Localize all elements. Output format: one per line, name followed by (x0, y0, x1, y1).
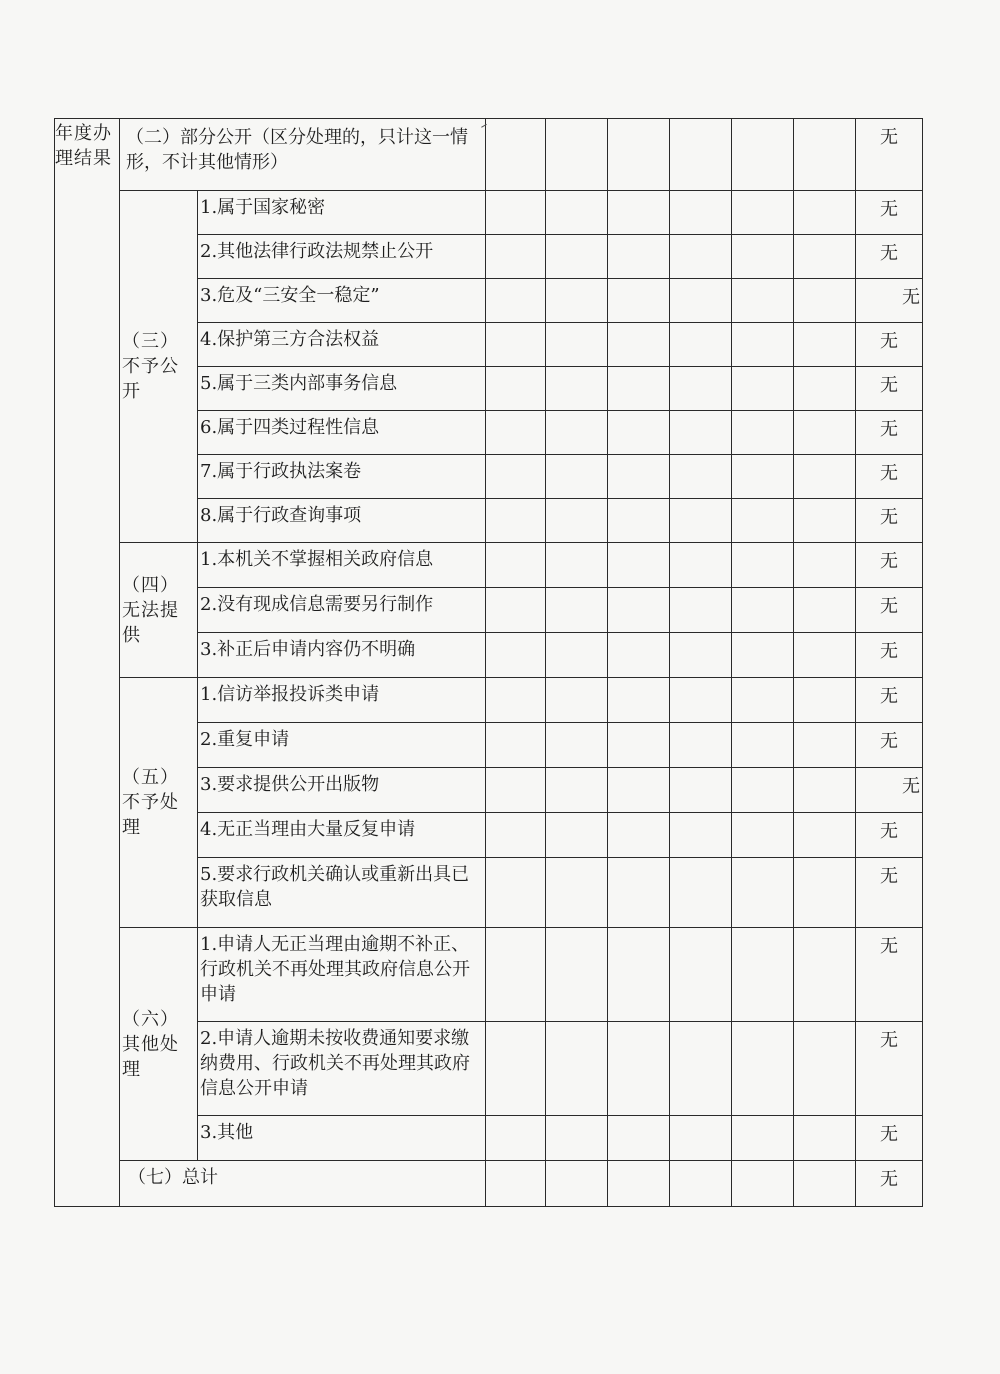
data-cell (608, 588, 670, 633)
data-cell (546, 633, 608, 678)
data-cell (486, 367, 546, 411)
data-cell (794, 499, 856, 543)
item-label: 4.保护第三方合法权益 (198, 323, 486, 367)
item-value: 无 (856, 813, 923, 858)
data-cell (794, 119, 856, 191)
data-cell (670, 588, 732, 633)
data-cell (670, 678, 732, 723)
data-cell (670, 768, 732, 813)
item-label: 2.重复申请 (198, 723, 486, 768)
data-cell (546, 858, 608, 928)
data-cell (486, 279, 546, 323)
item-value: 无 (856, 768, 923, 813)
item-value: 无 (856, 1022, 923, 1116)
data-cell (546, 455, 608, 499)
data-cell (732, 723, 794, 768)
data-cell (794, 323, 856, 367)
data-cell (608, 1161, 670, 1207)
table-row (55, 1161, 923, 1207)
data-cell (608, 499, 670, 543)
table-row (55, 543, 923, 588)
item-value: 无 (856, 858, 923, 928)
table-row (55, 928, 923, 1022)
data-cell (608, 119, 670, 191)
item-value: 无 (856, 191, 923, 235)
data-cell (670, 499, 732, 543)
data-cell (732, 323, 794, 367)
table-row (55, 191, 923, 235)
data-cell (670, 723, 732, 768)
data-cell (794, 588, 856, 633)
data-cell (794, 455, 856, 499)
data-cell (732, 499, 794, 543)
total-label: （七）总计 (120, 1161, 486, 1207)
data-cell (670, 1116, 732, 1161)
data-cell (732, 543, 794, 588)
data-cell (670, 813, 732, 858)
item-label: 3.要求提供公开出版物 (198, 768, 486, 813)
data-cell (486, 588, 546, 633)
data-cell (670, 928, 732, 1022)
data-cell (732, 1161, 794, 1207)
section-label: 年度办理结果 (55, 119, 120, 1207)
group-label-not-disclosed: （三）不予公开 (120, 191, 198, 543)
group-label-other-processing: （六）其他处理 (120, 928, 198, 1161)
item-value: 无 (856, 235, 923, 279)
data-cell (794, 411, 856, 455)
data-cell (670, 191, 732, 235)
data-cell (546, 813, 608, 858)
data-cell (732, 678, 794, 723)
data-cell (794, 367, 856, 411)
data-cell (486, 1022, 546, 1116)
data-cell (486, 411, 546, 455)
item-label: 3.补正后申请内容仍不明确 (198, 633, 486, 678)
data-cell (670, 543, 732, 588)
data-cell (486, 1116, 546, 1161)
data-cell (486, 1161, 546, 1207)
data-cell (732, 119, 794, 191)
data-cell (608, 323, 670, 367)
data-cell (670, 1022, 732, 1116)
data-cell (794, 678, 856, 723)
group-label-unable-to-provide: （四）无法提供 (120, 543, 198, 678)
data-cell (608, 279, 670, 323)
item-label: 1.信访举报投诉类申请 (198, 678, 486, 723)
data-cell (546, 411, 608, 455)
data-cell (732, 235, 794, 279)
data-cell (608, 191, 670, 235)
item-value: 无 (856, 633, 923, 678)
data-cell (608, 813, 670, 858)
data-cell (546, 191, 608, 235)
item-label: 2.申请人逾期未按收费通知要求缴纳费用、行政机关不再处理其政府信息公开申请 (198, 1022, 486, 1116)
data-cell (546, 367, 608, 411)
data-cell (732, 279, 794, 323)
data-cell (670, 858, 732, 928)
data-cell (794, 191, 856, 235)
data-cell (794, 768, 856, 813)
data-cell (486, 768, 546, 813)
data-cell (546, 543, 608, 588)
data-cell (670, 279, 732, 323)
data-cell (732, 1022, 794, 1116)
data-cell (794, 928, 856, 1022)
item-value: 无 (856, 723, 923, 768)
data-cell (608, 723, 670, 768)
item-value: 无 (856, 928, 923, 1022)
data-cell (608, 543, 670, 588)
data-cell (794, 633, 856, 678)
partial-open-value: 无 (856, 119, 923, 191)
data-cell (546, 235, 608, 279)
data-cell (486, 633, 546, 678)
data-cell (486, 928, 546, 1022)
group-label-not-processed: （五）不予处理 (120, 678, 198, 928)
data-cell (670, 455, 732, 499)
item-value: 无 (856, 455, 923, 499)
item-label: 6.属于四类过程性信息 (198, 411, 486, 455)
data-cell (670, 119, 732, 191)
data-cell (608, 411, 670, 455)
data-cell (794, 1116, 856, 1161)
data-cell (794, 543, 856, 588)
table-row (55, 678, 923, 723)
partial-open-label: （二）部分公开（区分处理的，只计这一情形，不计其他情形） (120, 119, 486, 191)
data-cell (732, 367, 794, 411)
data-cell (546, 499, 608, 543)
data-cell (732, 1116, 794, 1161)
item-label: 2.其他法律行政法规禁止公开 (198, 235, 486, 279)
data-cell (546, 588, 608, 633)
data-cell (486, 723, 546, 768)
data-cell (608, 858, 670, 928)
item-label: 4.无正当理由大量反复申请 (198, 813, 486, 858)
item-label: 5.属于三类内部事务信息 (198, 367, 486, 411)
item-value: 无 (856, 411, 923, 455)
item-label: 7.属于行政执法案卷 (198, 455, 486, 499)
data-cell (794, 279, 856, 323)
data-cell (546, 323, 608, 367)
data-cell (546, 279, 608, 323)
data-cell (732, 858, 794, 928)
data-cell (732, 191, 794, 235)
data-cell (794, 813, 856, 858)
data-cell (794, 723, 856, 768)
data-cell (608, 1116, 670, 1161)
data-cell (670, 367, 732, 411)
data-cell (732, 928, 794, 1022)
item-value: 无 (856, 367, 923, 411)
item-label: 8.属于行政查询事项 (198, 499, 486, 543)
total-value: 无 (856, 1161, 923, 1207)
data-cell (546, 1022, 608, 1116)
item-label: 2.没有现成信息需要另行制作 (198, 588, 486, 633)
data-cell (794, 235, 856, 279)
item-value: 无 (856, 678, 923, 723)
data-cell (732, 588, 794, 633)
data-cell (794, 1022, 856, 1116)
table-row (55, 119, 923, 191)
annual-results-table (54, 118, 923, 1207)
data-cell (670, 411, 732, 455)
data-cell (794, 1161, 856, 1207)
data-cell (546, 119, 608, 191)
data-cell (546, 928, 608, 1022)
data-cell (670, 235, 732, 279)
data-cell (794, 858, 856, 928)
item-value: 无 (856, 543, 923, 588)
data-cell (670, 1161, 732, 1207)
data-cell (732, 455, 794, 499)
item-value: 无 (856, 588, 923, 633)
data-cell (546, 678, 608, 723)
item-value: 无 (856, 323, 923, 367)
data-cell (608, 928, 670, 1022)
data-cell (486, 191, 546, 235)
item-label: 1.属于国家秘密 (198, 191, 486, 235)
data-cell (486, 858, 546, 928)
item-value: 无 (856, 1116, 923, 1161)
data-cell (546, 723, 608, 768)
data-cell (608, 1022, 670, 1116)
item-label: 1.本机关不掌握相关政府信息 (198, 543, 486, 588)
data-cell (546, 1161, 608, 1207)
data-cell (670, 633, 732, 678)
data-cell (546, 768, 608, 813)
data-cell (608, 633, 670, 678)
data-cell (670, 323, 732, 367)
data-cell (486, 499, 546, 543)
item-label: 5.要求行政机关确认或重新出具已获取信息 (198, 858, 486, 928)
data-cell (486, 813, 546, 858)
data-cell (486, 235, 546, 279)
data-cell (486, 119, 546, 191)
data-cell (486, 323, 546, 367)
item-value: 无 (856, 499, 923, 543)
data-cell (608, 367, 670, 411)
data-cell (608, 235, 670, 279)
data-cell (732, 411, 794, 455)
data-cell (732, 813, 794, 858)
data-cell (486, 678, 546, 723)
data-cell (732, 768, 794, 813)
item-label: 1.申请人无正当理由逾期不补正、行政机关不再处理其政府信息公开申请 (198, 928, 486, 1022)
data-cell (486, 543, 546, 588)
data-cell (608, 455, 670, 499)
item-value: 无 (856, 279, 923, 323)
data-cell (486, 455, 546, 499)
data-cell (732, 633, 794, 678)
data-cell (608, 678, 670, 723)
data-cell (608, 768, 670, 813)
item-label: 3.其他 (198, 1116, 486, 1161)
item-label: 3.危及“三安全一稳定” (198, 279, 486, 323)
data-cell (546, 1116, 608, 1161)
